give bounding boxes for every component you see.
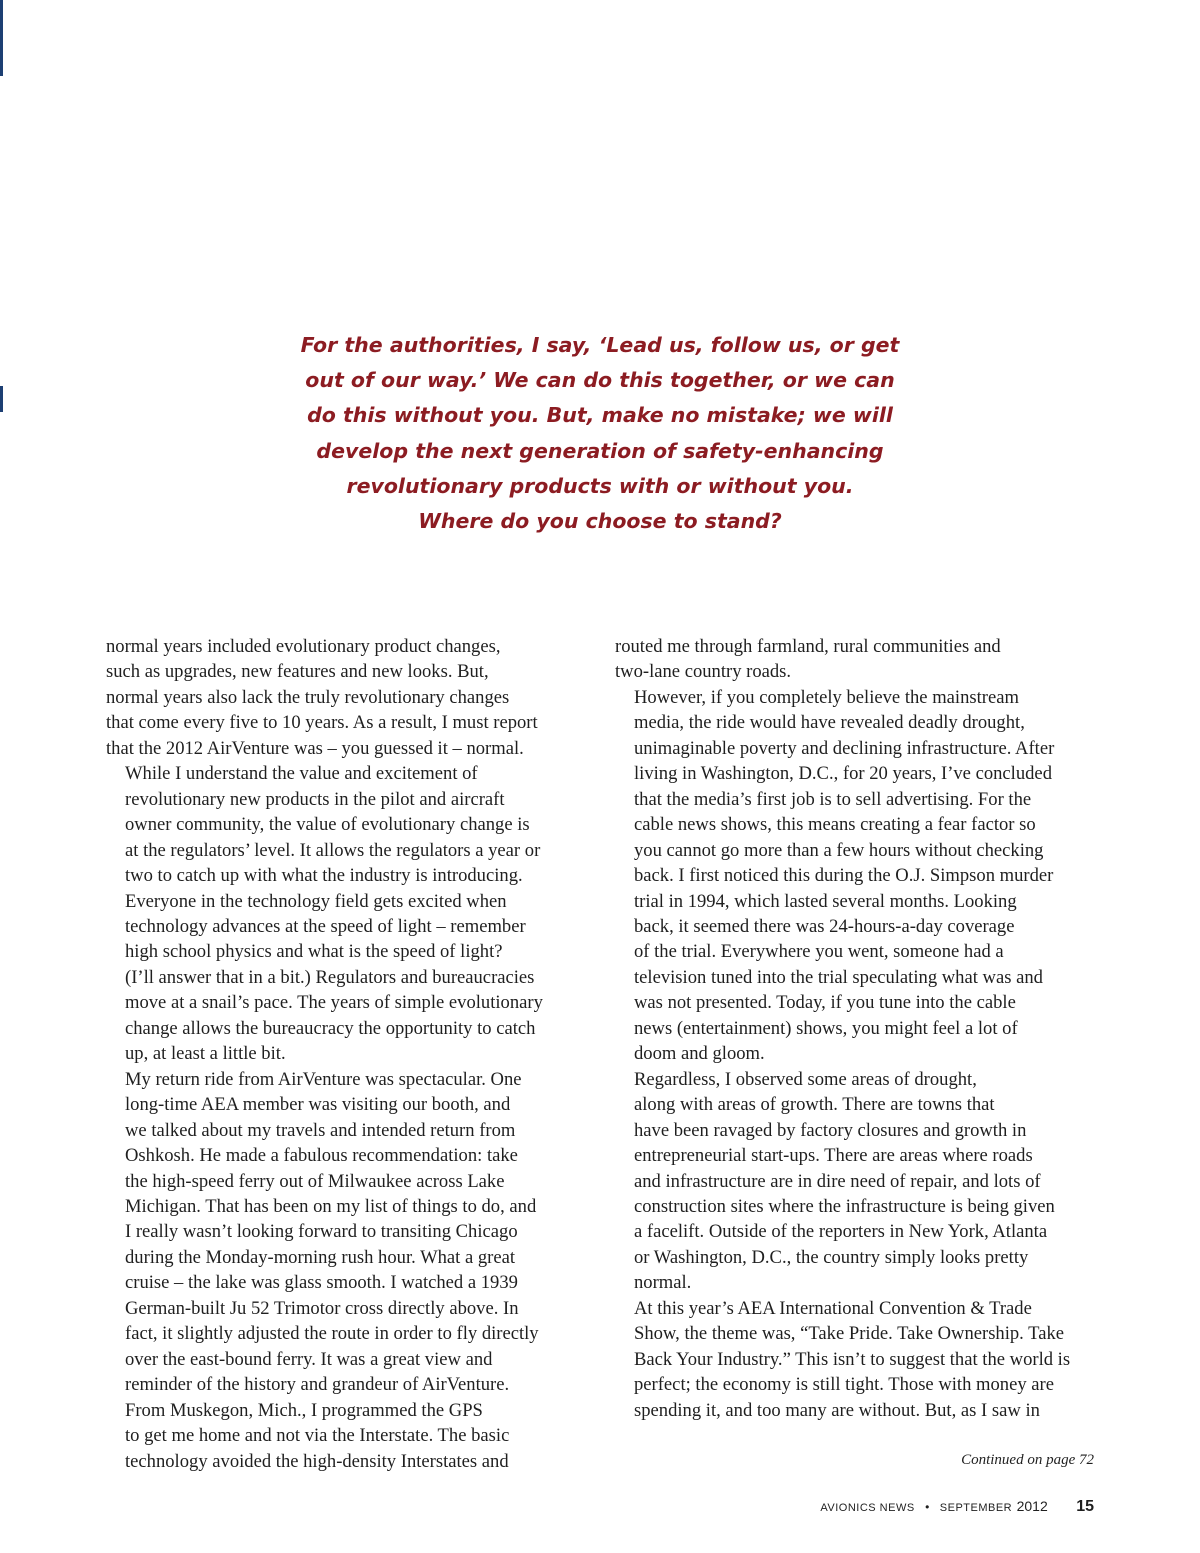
text-line: However, if you completely believe the mainstream: [634, 686, 1019, 708]
text-line: cruise – the lake was glass smooth. I watched a 1939: [125, 1272, 518, 1294]
text-line: reminder of the history and grandeur of AirVenture.: [125, 1374, 510, 1396]
text-line: Regardless, I observed some areas of drought,: [634, 1068, 977, 1090]
text-line: routed me through farmland, rural communities and: [615, 636, 1001, 657]
text-line: two to catch up with what the industry is introducing.: [125, 865, 523, 887]
article-column-left: [106, 634, 596, 1474]
text-line: While I understand the value and excitement of: [125, 763, 478, 785]
text-line: such as upgrades, new features and new looks. But,: [106, 661, 489, 683]
text-line: change allows the bureaucracy the opportunity to catch: [125, 1017, 536, 1039]
continued-on-page-note: Continued on page 72: [961, 1452, 1094, 1468]
pull-quote-line: develop the next generation of safety-enhancing: [316, 438, 884, 463]
issue-month: SEPTEMBER: [939, 1502, 1013, 1514]
article-column-right: [615, 634, 1110, 1423]
text-line: At this year’s AEA International Convention & Trade: [634, 1297, 1032, 1319]
text-line: back. I first noticed this during the O.J. Simpson murder: [634, 865, 1054, 887]
pull-quote: [300, 328, 900, 539]
text-line: revolutionary new products in the pilot and aircraft: [125, 788, 505, 810]
text-line: Back Your Industry.” This isn’t to suggest that the world is: [634, 1348, 1071, 1370]
publication-name: AVIONICS NEWS: [820, 1502, 915, 1514]
text-line: over the east-bound ferry. It was a great view and: [125, 1348, 493, 1370]
text-line: normal years included evolutionary product changes,: [106, 636, 501, 657]
text-line: fact, it slightly adjusted the route in order to fly directly: [125, 1323, 539, 1345]
footer-separator: •: [925, 1500, 930, 1514]
text-line: was not presented. Today, if you tune into the cable: [634, 992, 1016, 1014]
text-line: that come every five to 10 years. As a result, I must report: [106, 712, 538, 734]
text-line: you cannot go more than a few hours without checking: [634, 839, 1044, 861]
text-line: Show, the theme was, “Take Pride. Take Ownership. Take: [634, 1323, 1065, 1345]
text-line: entrepreneurial start-ups. There are areas where roads: [634, 1145, 1033, 1167]
edge-registration-mark-top: [0, 0, 3, 76]
text-line: trial in 1994, which lasted several months. Looking: [634, 890, 1017, 912]
text-line: German-built Ju 52 Trimotor cross directly above. In: [125, 1297, 519, 1319]
text-line: back, it seemed there was 24-hours-a-day coverage: [634, 915, 1015, 937]
text-line: along with areas of growth. There are towns that: [634, 1094, 995, 1116]
text-line: construction sites where the infrastructure is being given: [634, 1195, 1055, 1217]
text-line: technology advances at the speed of light – remember: [125, 915, 526, 937]
text-line: that the media’s first job is to sell advertising. For the: [634, 788, 1032, 810]
text-line: Everyone in the technology field gets excited when: [125, 890, 507, 912]
paragraph: [615, 685, 1110, 1067]
text-line: From Muskegon, Mich., I programmed the GPS: [125, 1399, 483, 1421]
text-line: television tuned into the trial speculating what was and: [634, 966, 1043, 988]
text-line: media, the ride would have revealed deadly drought,: [634, 712, 1025, 734]
text-line: we talked about my travels and intended return from: [125, 1119, 516, 1141]
text-line: (I’ll answer that in a bit.) Regulators and bureaucracies: [125, 966, 535, 988]
text-line: long-time AEA member was visiting our booth, and: [125, 1094, 511, 1116]
text-line: two-lane country roads.: [615, 661, 792, 683]
page-number: 15: [1076, 1498, 1094, 1515]
pull-quote-line: out of our way.’ We can do this together, or we can: [305, 368, 895, 393]
text-line: have been ravaged by factory closures and growth in: [634, 1119, 1027, 1141]
edge-registration-mark-middle: [0, 386, 3, 412]
paragraph: [106, 761, 596, 1066]
text-line: or Washington, D.C., the country simply looks pretty: [634, 1246, 1029, 1268]
text-line: the high-speed ferry out of Milwaukee across Lake: [125, 1170, 505, 1192]
paragraph: [106, 1398, 596, 1474]
text-line: spending it, and too many are without. But, as I saw in: [634, 1399, 1040, 1421]
text-line: cable news shows, this means creating a fear factor so: [634, 814, 1036, 836]
pull-quote-line: do this without you. But, make no mistake; we will: [307, 403, 893, 428]
text-line: move at a snail’s pace. The years of simple evolutionary: [125, 992, 543, 1014]
text-line: technology avoided the high-density Interstates and: [125, 1450, 509, 1472]
text-line: Michigan. That has been on my list of things to do, and: [125, 1195, 537, 1217]
text-line: news (entertainment) shows, you might feel a lot of: [634, 1017, 1018, 1039]
text-line: normal years also lack the truly revolutionary changes: [106, 686, 510, 708]
paragraph: [615, 1296, 1110, 1423]
text-line: normal.: [634, 1272, 692, 1294]
text-line: of the trial. Everywhere you went, someone had a: [634, 941, 1004, 963]
text-line: I really wasn’t looking forward to transiting Chicago: [125, 1221, 518, 1243]
pull-quote-line: For the authorities, I say, ‘Lead us, follow us, or get: [300, 333, 900, 357]
text-line: owner community, the value of evolutionary change is: [125, 814, 530, 836]
text-line: a facelift. Outside of the reporters in New York, Atlanta: [634, 1221, 1048, 1243]
text-line: up, at least a little bit.: [125, 1043, 286, 1065]
text-line: Oshkosh. He made a fabulous recommendation: take: [125, 1145, 518, 1167]
text-line: doom and gloom.: [634, 1043, 765, 1065]
page-footer: [820, 1498, 1094, 1516]
text-line: My return ride from AirVenture was spectacular. One: [125, 1068, 522, 1090]
paragraph: [106, 634, 596, 761]
pull-quote-line: revolutionary products with or without you.: [346, 473, 854, 498]
text-line: living in Washington, D.C., for 20 years, I’ve concluded: [634, 763, 1052, 785]
text-line: perfect; the economy is still tight. Those with money are: [634, 1374, 1054, 1396]
issue-year: 2012: [1016, 1498, 1048, 1514]
text-line: high school physics and what is the speed of light?: [125, 941, 503, 963]
paragraph: [615, 634, 1110, 685]
paragraph: [615, 1067, 1110, 1296]
text-line: to get me home and not via the Interstate. The basic: [125, 1425, 510, 1447]
text-line: that the 2012 AirVenture was – you guessed it – normal.: [106, 737, 524, 759]
paragraph: [106, 1067, 596, 1398]
text-line: unimaginable poverty and declining infrastructure. After: [634, 737, 1055, 759]
pull-quote-line: Where do you choose to stand?: [418, 509, 782, 534]
text-line: and infrastructure are in dire need of repair, and lots of: [634, 1170, 1041, 1192]
text-line: during the Monday-morning rush hour. What a great: [125, 1246, 516, 1268]
text-line: at the regulators’ level. It allows the regulators a year or: [125, 839, 541, 861]
